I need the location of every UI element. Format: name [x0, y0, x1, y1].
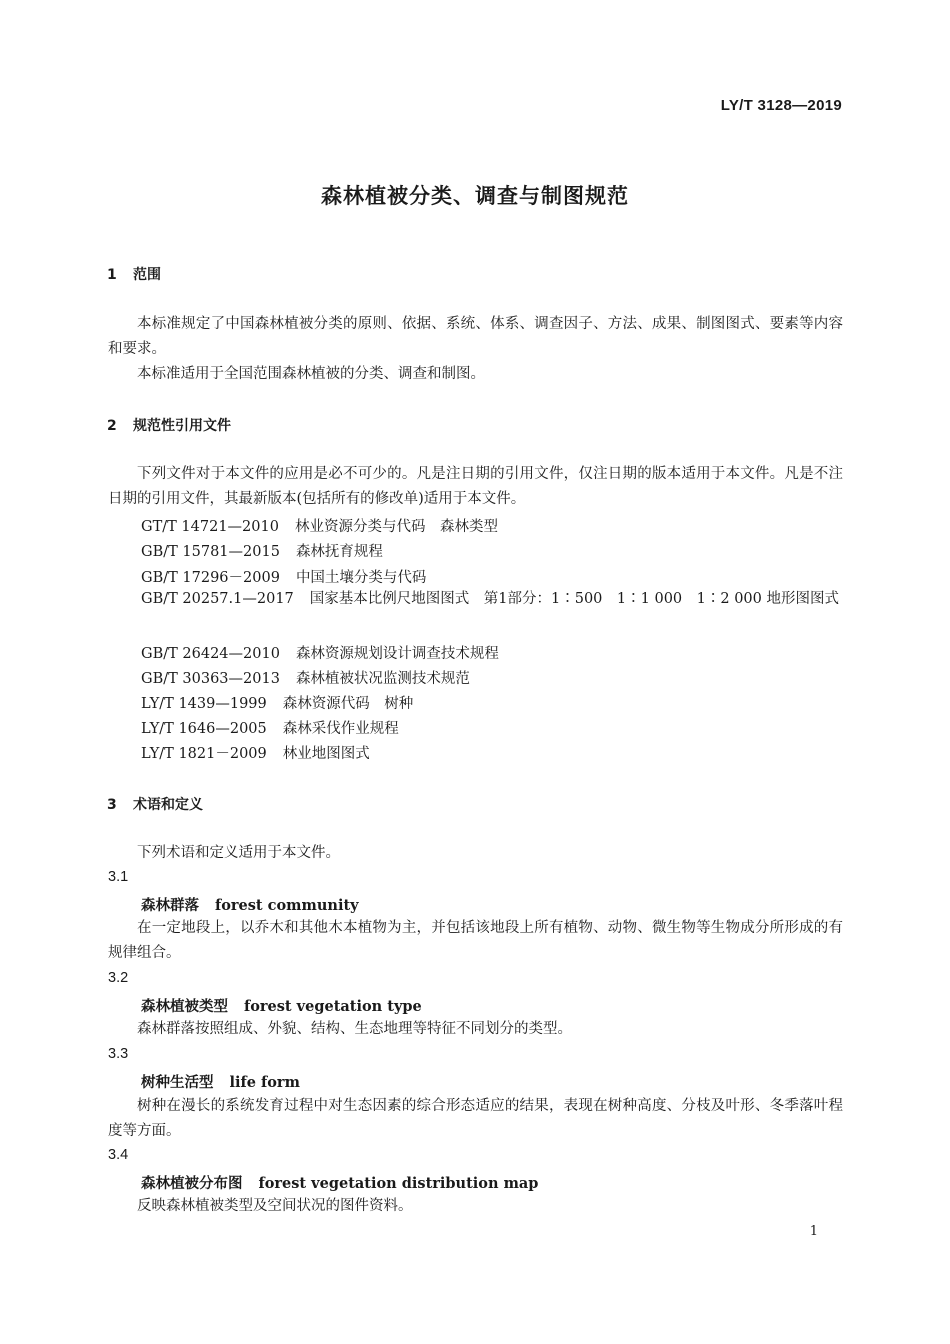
- term-name-en: life form: [229, 1074, 300, 1091]
- reference-code: GB/T 30363—2013: [141, 671, 280, 687]
- term-name-zh: 森林植被类型: [141, 998, 228, 1015]
- terms-intro: [108, 841, 843, 866]
- reference-item: [141, 717, 399, 738]
- term-name-zh: 森林群落: [141, 897, 199, 914]
- term-name-en: forest vegetation type: [244, 998, 422, 1015]
- term-number: 3.2: [108, 970, 129, 986]
- term-definition: [108, 1017, 843, 1042]
- section-heading-scope: [107, 264, 161, 284]
- term-name: [141, 1172, 538, 1193]
- page-number: 1: [809, 1224, 818, 1239]
- term-number: 3.1: [108, 869, 129, 885]
- reference-title: 林业资源分类与代码 森林类型: [294, 519, 498, 535]
- reference-title: 中国土壤分类与代码: [295, 570, 427, 586]
- reference-code: GB/T 20257.1—2017: [141, 591, 294, 607]
- term-definition: [108, 1094, 843, 1144]
- section-title: 范围: [133, 267, 161, 283]
- term-number: 3.3: [108, 1046, 129, 1062]
- reference-item: [141, 566, 426, 587]
- term-name: [141, 894, 359, 915]
- terms-paragraph: 下列术语和定义适用于本文件。: [137, 845, 340, 861]
- term-definition-text: 森林群落按照组成、外貌、结构、生态地理等特征不同划分的类型。: [137, 1021, 572, 1037]
- normative-paragraph: 下列文件对于本文件的应用是必不可少的。凡是注日期的引用文件，仅注日期的版本适用于本文件。凡是不注日期的引用文件，其最新版本(包括所有的修改单)适用于本文件。: [108, 466, 843, 507]
- section-heading-normative: [107, 415, 231, 435]
- section-number: 3: [107, 797, 117, 813]
- term-definition-text: 反映森林植被类型及空间状况的图件资料。: [137, 1198, 413, 1214]
- scope-text: [108, 312, 843, 387]
- term-definition: [108, 1194, 843, 1219]
- reference-title: 森林资源规划设计调查技术规程: [295, 646, 499, 662]
- section-number: 1: [107, 267, 117, 283]
- reference-title: 森林植被状况监测技术规范: [295, 671, 470, 687]
- reference-item: [141, 692, 413, 713]
- section-number: 2: [107, 418, 117, 434]
- document-title: 森林植被分类、调查与制图规范: [321, 184, 629, 208]
- term-definition-text: 树种在漫长的系统发育过程中对生态因素的综合形态适应的结果，表现在树种高度、分枝及叶形、冬季落叶程度等方面。: [108, 1098, 843, 1139]
- section-heading-terms: [107, 794, 203, 814]
- normative-intro: [108, 462, 843, 512]
- reference-title: 森林采伐作业规程: [282, 721, 399, 737]
- term-name: [141, 995, 422, 1016]
- reference-item: [141, 742, 370, 763]
- reference-item: [141, 540, 383, 561]
- term-name-en: forest vegetation distribution map: [258, 1175, 539, 1192]
- term-definition-text: 在一定地段上，以乔木和其他木本植物为主，并包括该地段上所有植物、动物、微生物等生物成分所形成的有规律组合。: [108, 920, 843, 961]
- reference-title: 森林抚育规程: [295, 544, 383, 560]
- scope-paragraph: 本标准适用于全国范围森林植被的分类、调查和制图。: [137, 366, 485, 382]
- reference-code: LY/T 1439—1999: [141, 696, 267, 712]
- section-title: 规范性引用文件: [133, 418, 231, 434]
- scope-paragraph: 本标准规定了中国森林植被分类的原则、依据、系统、体系、调查因子、方法、成果、制图图式、要素等内容和要求。: [108, 316, 843, 357]
- reference-title: 森林资源代码 树种: [282, 696, 414, 712]
- reference-code: GB/T 15781—2015: [141, 544, 280, 560]
- reference-code: GT/T 14721—2010: [141, 519, 279, 535]
- term-name-zh: 森林植被分布图: [141, 1175, 243, 1192]
- term-name-en: forest community: [215, 897, 359, 914]
- reference-code: GB/T 17296－2009: [141, 570, 280, 586]
- reference-title: 林业地图图式: [282, 746, 370, 762]
- term-number: 3.4: [108, 1147, 129, 1163]
- term-name: [141, 1071, 300, 1092]
- reference-code: GB/T 26424—2010: [141, 646, 280, 662]
- standard-code: LY/T 3128—2019: [720, 97, 842, 114]
- reference-item: [141, 667, 470, 688]
- reference-code: LY/T 1646—2005: [141, 721, 267, 737]
- reference-item: [141, 515, 498, 536]
- term-definition: [108, 916, 843, 966]
- term-name-zh: 树种生活型: [141, 1074, 214, 1091]
- reference-item: [108, 587, 843, 612]
- reference-code: LY/T 1821－2009: [141, 746, 267, 762]
- reference-item: [141, 642, 499, 663]
- reference-title: 国家基本比例尺地图图式 第1部分：1∶500 1∶1 000 1∶2 000 地形图图式: [309, 591, 839, 607]
- section-title: 术语和定义: [133, 797, 203, 813]
